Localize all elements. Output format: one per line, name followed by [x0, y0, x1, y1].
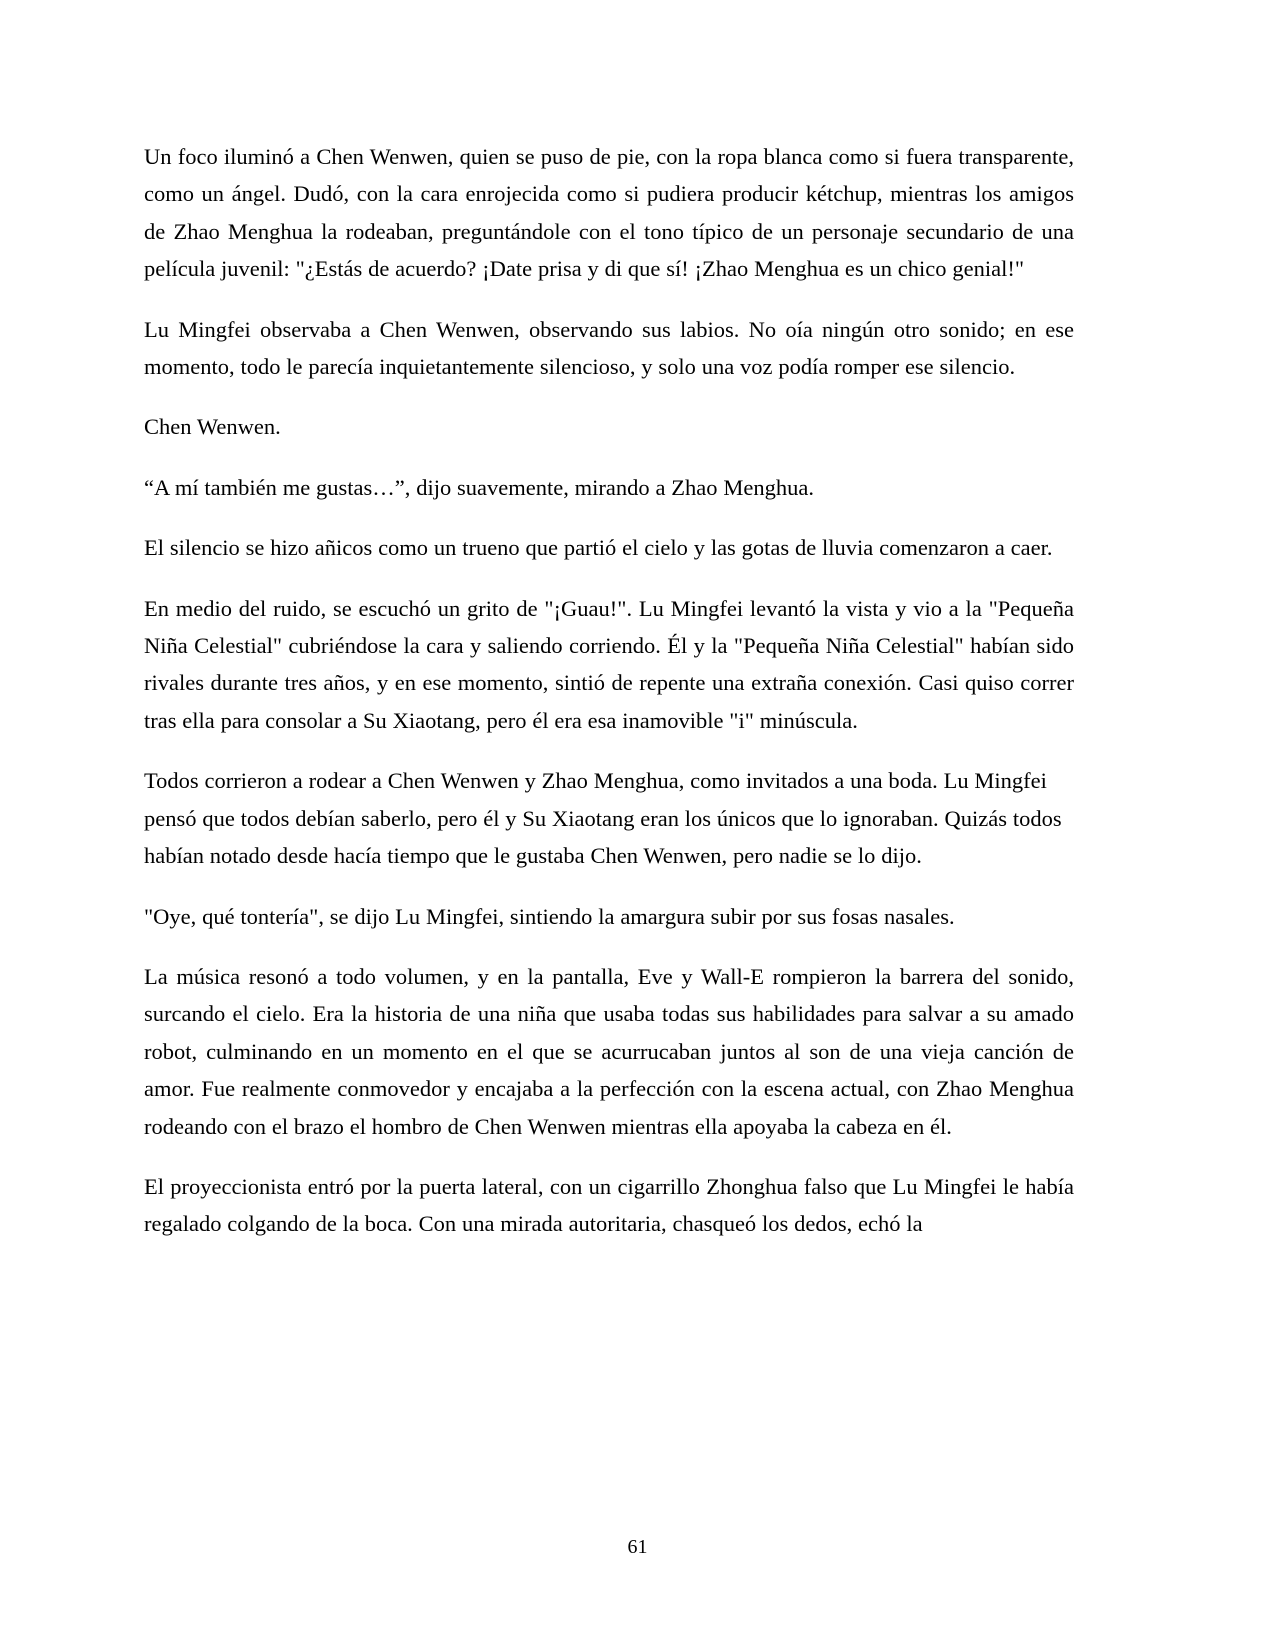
page-body-text [144, 138, 1074, 1266]
paragraph-7: Todos corrieron a rodear a Chen Wenwen y Zhao Menghua, como invitados a una boda. Lu Mingfei pensó que todos debían saberlo, pero él y Su Xiaotang eran los únicos que lo ignoraban. Quizás todos habían notado desde hacía tiempo que le gustaba Chen Wenwen, pero nadie se lo dijo. [144, 768, 1062, 869]
paragraph-5: El silencio se hizo añicos como un trueno que partió el cielo y las gotas de lluvia comenzaron a caer. [144, 535, 1053, 561]
paragraph-1: Un foco iluminó a Chen Wenwen, quien se puso de pie, con la ropa blanca como si fuera transparente, como un ángel. Dudó, con la cara enrojecida como si pudiera producir kétchup, mientras los amigos de Zhao Menghua la rodeaban, preguntándole con el tono típico de un personaje secundario de una película juvenil: "¿Estás de acuerdo? ¡Date prisa y di que sí! ¡Zhao Menghua es un chico genial!" [144, 144, 1074, 282]
paragraph-8: "Oye, qué tontería", se dijo Lu Mingfei, sintiendo la amargura subir por sus fosas nasales. [144, 903, 955, 929]
page-number: 61 [627, 1536, 648, 1558]
paragraph-3: Chen Wenwen. [144, 414, 281, 440]
paragraph-10: El proyeccionista entró por la puerta lateral, con un cigarrillo Zhonghua falso que Lu Mingfei le había regalado colgando de la boca. Con una mirada autoritaria, chasqueó los dedos, echó la [144, 1173, 1074, 1237]
paragraph-6: En medio del ruido, se escuchó un grito de "¡Guau!". Lu Mingfei levantó la vista y vio a la "Pequeña Niña Celestial" cubriéndose la cara y saliendo corriendo. Él y la "Pequeña Niña Celestial" habían sido rivales durante tres años, y en ese momento, sintió de repente una extraña conexión. Casi quiso correr tras ella para consolar a Su Xiaotang, pero él era esa inamovible "i" minúscula. [144, 595, 1074, 733]
paragraph-2: Lu Mingfei observaba a Chen Wenwen, observando sus labios. No oía ningún otro sonido; en ese momento, todo le parecía inquietantemente silencioso, y solo una voz podía romper ese silencio. [144, 316, 1074, 380]
paragraph-9: La música resonó a todo volumen, y en la pantalla, Eve y Wall-E rompieron la barrera del sonido, surcando el cielo. Era la historia de una niña que usaba todas sus habilidades para salvar a su amado robot, culminando en un momento en el que se acurrucaban juntos al son de una vieja canción de amor. Fue realmente conmovedor y encajaba a la perfección con la escena actual, con Zhao Menghua rodeando con el brazo el hombro de Chen Wenwen mientras ella apoyaba la cabeza en él. [144, 963, 1074, 1139]
paragraph-4: “A mí también me gustas…”, dijo suavemente, mirando a Zhao Menghua. [144, 474, 814, 500]
